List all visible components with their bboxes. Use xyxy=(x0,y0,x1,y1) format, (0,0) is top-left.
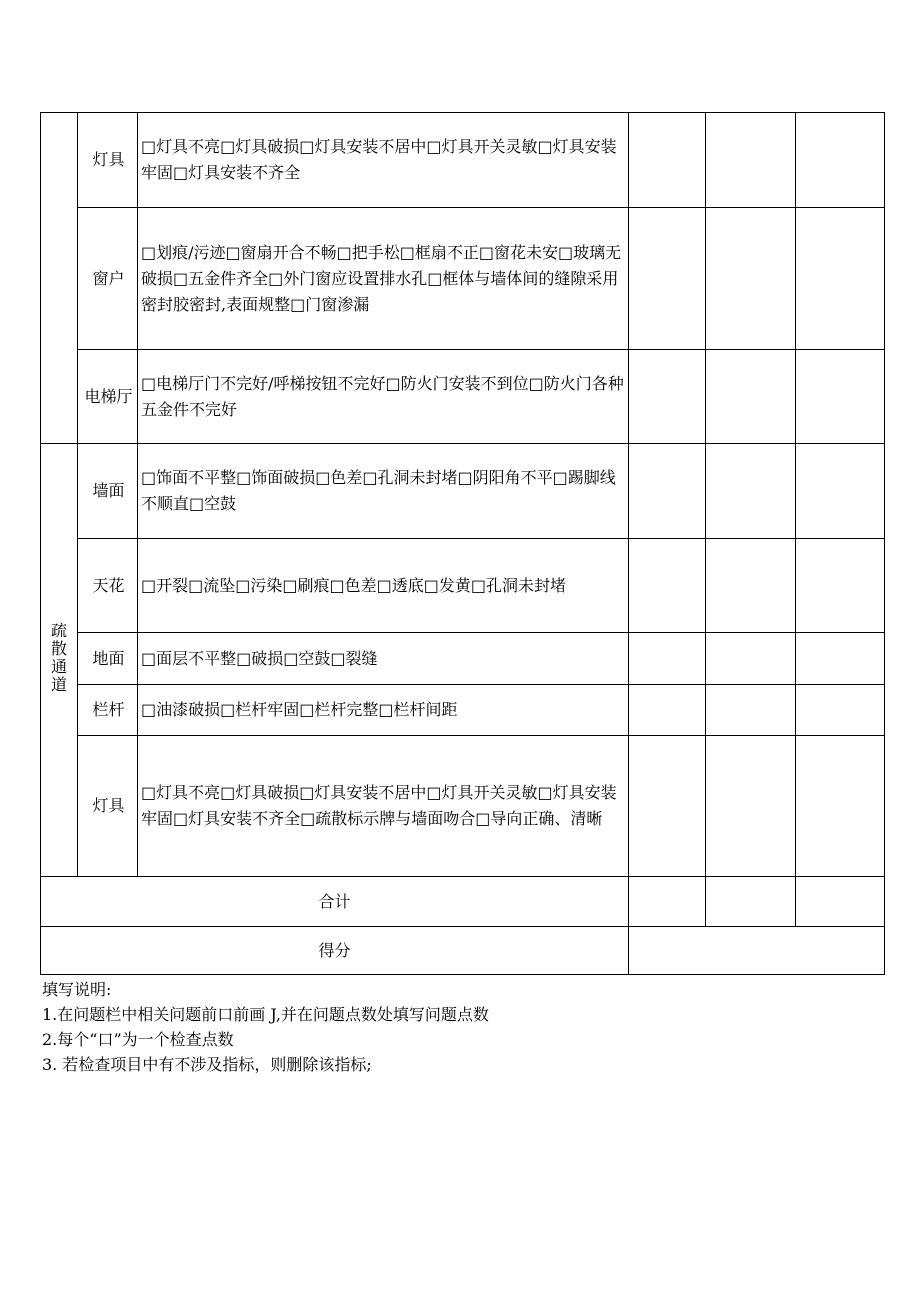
remark-cell[interactable] xyxy=(796,736,885,877)
item-label: 地面 xyxy=(78,633,138,685)
check-points: □开裂□流坠□污染□刷痕□色差□透底□发黄□孔洞未封堵 xyxy=(138,539,629,633)
check-points: □面层不平整□破损□空鼓□裂缝 xyxy=(138,633,629,685)
item-label: 墙面 xyxy=(78,444,138,539)
problem-count-cell[interactable] xyxy=(706,685,796,736)
remark-cell[interactable] xyxy=(796,539,885,633)
point-count-cell[interactable] xyxy=(629,736,706,877)
table-row xyxy=(41,350,885,444)
area-cell xyxy=(41,113,78,444)
total-row xyxy=(41,877,885,927)
problem-count-cell[interactable] xyxy=(706,539,796,633)
inspection-table xyxy=(40,112,885,975)
check-points: □电梯厅门不完好/呼梯按钮不完好□防火门安装不到位□防火门各种五金件不完好 xyxy=(138,350,629,444)
check-points: □灯具不亮□灯具破损□灯具安装不居中□灯具开关灵敏□灯具安装牢固□灯具安装不齐全□疏散标示牌与墙面吻合□导向正确、清晰 xyxy=(138,736,629,877)
check-points: □饰面不平整□饰面破损□色差□孔洞未封堵□阴阳角不平□踢脚线不顺直□空鼓 xyxy=(138,444,629,539)
check-points: □灯具不亮□灯具破损□灯具安装不居中□灯具开关灵敏□灯具安装牢固□灯具安装不齐全 xyxy=(138,113,629,208)
check-points: □油漆破损□栏杆牢固□栏杆完整□栏杆间距 xyxy=(138,685,629,736)
problem-count-cell[interactable] xyxy=(706,350,796,444)
item-label: 栏杆 xyxy=(78,685,138,736)
total-point-cell[interactable] xyxy=(629,877,706,927)
table-row xyxy=(41,736,885,877)
remark-cell[interactable] xyxy=(796,685,885,736)
item-label: 灯具 xyxy=(78,113,138,208)
table-row xyxy=(41,539,885,633)
point-count-cell[interactable] xyxy=(629,444,706,539)
fill-instructions xyxy=(42,977,862,1077)
remark-cell[interactable] xyxy=(796,350,885,444)
problem-count-cell[interactable] xyxy=(706,444,796,539)
total-label: 合计 xyxy=(41,877,629,927)
point-count-cell[interactable] xyxy=(629,113,706,208)
remark-cell[interactable] xyxy=(796,113,885,208)
score-value-cell[interactable] xyxy=(629,927,885,975)
point-count-cell[interactable] xyxy=(629,539,706,633)
notes-line: 3. 若检查项目中有不涉及指标，则删除该指标; xyxy=(42,1055,372,1074)
item-label: 灯具 xyxy=(78,736,138,877)
score-row xyxy=(41,927,885,975)
notes-line: 1.在问题栏中相关问题前口前画 J,并在问题点数处填写问题点数 xyxy=(42,1005,489,1024)
score-label: 得分 xyxy=(41,927,629,975)
remark-cell[interactable] xyxy=(796,208,885,350)
point-count-cell[interactable] xyxy=(629,208,706,350)
item-label: 电梯厅 xyxy=(78,350,138,444)
table-row xyxy=(41,685,885,736)
problem-count-cell[interactable] xyxy=(706,633,796,685)
problem-count-cell[interactable] xyxy=(706,208,796,350)
point-count-cell[interactable] xyxy=(629,633,706,685)
remark-cell[interactable] xyxy=(796,444,885,539)
point-count-cell[interactable] xyxy=(629,350,706,444)
item-label: 窗户 xyxy=(78,208,138,350)
table-row xyxy=(41,444,885,539)
notes-line: 2.每个“口”为一个检查点数 xyxy=(42,1030,234,1049)
total-remark-cell[interactable] xyxy=(796,877,885,927)
area-cell xyxy=(41,444,78,877)
problem-count-cell[interactable] xyxy=(706,113,796,208)
table-row xyxy=(41,633,885,685)
table-row xyxy=(41,208,885,350)
item-label: 天花 xyxy=(78,539,138,633)
area-label: 疏散通道 xyxy=(50,621,67,694)
remark-cell[interactable] xyxy=(796,633,885,685)
check-points: □划痕/污迹□窗扇开合不畅□把手松□框扇不正□窗花未安□玻璃无破损□五金件齐全□外门窗应设置排水孔□框体与墙体间的缝隙采用密封胶密封,表面规整□门窗渗漏 xyxy=(138,208,629,350)
problem-count-cell[interactable] xyxy=(706,736,796,877)
point-count-cell[interactable] xyxy=(629,685,706,736)
total-problem-cell[interactable] xyxy=(706,877,796,927)
table-row xyxy=(41,113,885,208)
notes-title: 填写说明: xyxy=(42,980,112,999)
